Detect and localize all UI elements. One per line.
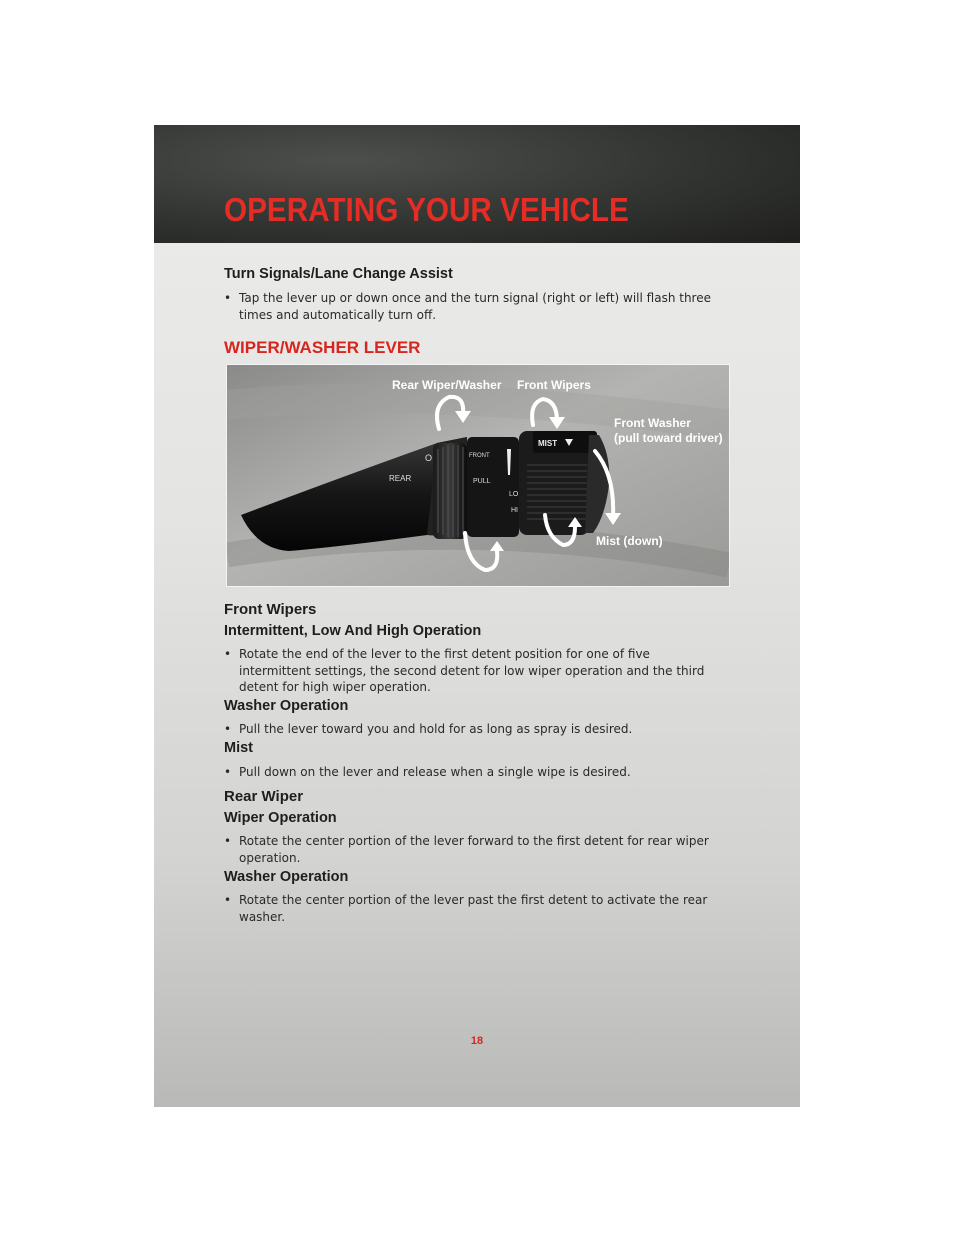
lever-mark-rear: REAR — [389, 474, 412, 483]
turn-signals-heading: Turn Signals/Lane Change Assist — [224, 266, 453, 282]
washer-operation-bullet — [224, 721, 714, 738]
rear-wiper-operation-heading: Wiper Operation — [224, 810, 337, 826]
rear-washer-bullet — [224, 892, 714, 925]
lever-mark-pull: PULL — [473, 478, 491, 485]
mist-heading: Mist — [224, 740, 253, 756]
bullet-icon: • — [224, 722, 232, 736]
bullet-text: Rotate the center portion of the lever forward to the first detent for rear wiper operation. — [239, 834, 709, 865]
bullet-text: Tap the lever up or down once and the turn signal (right or left) will flash three times and automatically turn off. — [239, 291, 711, 322]
intermittent-bullet — [224, 646, 714, 696]
lever-mark-mist: MIST — [538, 439, 558, 448]
lever-mark-hi: HI — [511, 507, 518, 514]
intermittent-heading: Intermittent, Low And High Operation — [224, 623, 482, 639]
lever-mark-off: O — [425, 453, 433, 463]
bullet-icon: • — [224, 893, 232, 907]
bullet-text: Pull down on the lever and release when a single wipe is desired. — [239, 765, 631, 779]
bullet-icon: • — [224, 834, 232, 848]
wiper-washer-heading: WIPER/WASHER LEVER — [224, 338, 421, 357]
mist-bullet — [224, 764, 714, 781]
rear-wiper-heading: Rear Wiper — [224, 788, 304, 805]
page-number: 18 — [470, 1035, 484, 1047]
label-front-wipers: Front Wipers — [517, 378, 591, 392]
turn-signals-bullet — [224, 290, 714, 323]
label-mist-down: Mist (down) — [596, 534, 663, 548]
lever-mark-front: FRONT — [469, 453, 490, 459]
label-rear-wiper-washer: Rear Wiper/Washer — [392, 378, 502, 392]
bullet-text: Rotate the center portion of the lever past the first detent to activate the rear washer. — [239, 893, 708, 924]
bullet-text: Pull the lever toward you and hold for as long as spray is desired. — [239, 722, 633, 736]
bullet-text: Rotate the end of the lever to the first detent position for one of five intermittent settings, the second detent for low wiper operation and the third detent for high wiper operation. — [239, 647, 705, 694]
manual-page — [154, 125, 800, 1107]
rear-wiper-operation-bullet — [224, 833, 714, 866]
label-front-washer: Front Washer — [614, 416, 691, 430]
lever-mark-lo: LO — [509, 491, 519, 498]
front-wipers-heading: Front Wipers — [224, 601, 317, 618]
label-front-washer-pull: (pull toward driver) — [614, 431, 723, 445]
rear-washer-heading: Washer Operation — [224, 869, 349, 885]
section-banner — [154, 125, 800, 243]
section-title: OPERATING YOUR VEHICLE — [224, 191, 629, 228]
bullet-icon: • — [224, 765, 232, 779]
washer-operation-heading: Washer Operation — [224, 698, 349, 714]
bullet-icon: • — [224, 291, 232, 305]
wiper-lever-photo — [226, 364, 730, 587]
bullet-icon: • — [224, 647, 232, 661]
